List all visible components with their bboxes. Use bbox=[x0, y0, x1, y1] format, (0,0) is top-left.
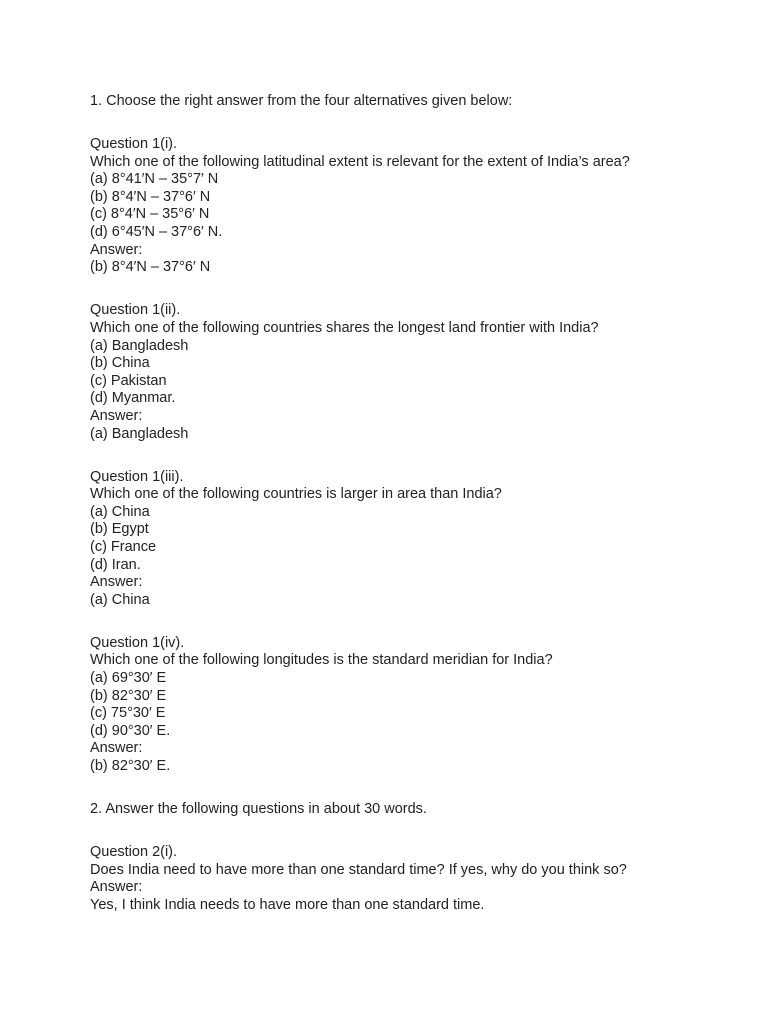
option-b: (b) China bbox=[90, 355, 150, 372]
answer-label: Answer: bbox=[90, 879, 143, 896]
option-d: (d) 6°45′N – 37°6′ N. bbox=[90, 224, 223, 241]
spacer bbox=[90, 277, 750, 303]
answer-text: (b) 82°30′ E. bbox=[90, 758, 171, 774]
option-d: (d) Myanmar. bbox=[90, 390, 176, 407]
spacer bbox=[90, 776, 750, 802]
answer-text: (a) China bbox=[90, 591, 150, 608]
section-2-heading: 2. Answer the following questions in about 30 words. bbox=[90, 801, 427, 818]
question-text: Which one of the following countries is larger in area than India? bbox=[90, 486, 502, 503]
answer-text: Yes, I think India needs to have more than one standard time. bbox=[90, 896, 485, 913]
question-text: Does India need to have more than one standard time? If yes, why do you think so? bbox=[90, 861, 627, 878]
option-b: (b) Egypt bbox=[90, 521, 149, 538]
answer-text: (b) 8°4′N – 37°6′ N bbox=[90, 259, 211, 276]
option-c: (c) Pakistan bbox=[90, 372, 167, 389]
question-title: Question 1(iv). bbox=[90, 634, 185, 651]
option-b: (b) 8°4′N – 37°6′ N bbox=[90, 188, 211, 205]
option-d: (d) Iran. bbox=[90, 556, 141, 573]
spacer bbox=[90, 111, 750, 137]
question-title: Question 1(ii). bbox=[90, 302, 181, 319]
question-block bbox=[90, 635, 750, 776]
question-text: Which one of the following longitudes is the standard meridian for India? bbox=[90, 652, 553, 669]
answer-label: Answer: bbox=[90, 740, 143, 757]
question-text: Which one of the following countries shares the longest land frontier with India? bbox=[90, 319, 599, 336]
spacer bbox=[90, 609, 750, 635]
option-a: (a) Bangladesh bbox=[90, 337, 189, 354]
answer-text: (a) Bangladesh bbox=[90, 425, 189, 442]
document-page bbox=[90, 93, 750, 915]
option-a: (a) 69°30′ E bbox=[90, 670, 167, 687]
option-c: (c) 8°4′N – 35°6′ N bbox=[90, 206, 210, 223]
option-c: (c) France bbox=[90, 538, 157, 555]
option-d: (d) 90°30′ E. bbox=[90, 722, 171, 739]
answer-label: Answer: bbox=[90, 407, 143, 424]
question-title: Question 2(i). bbox=[90, 844, 178, 861]
question-block bbox=[90, 469, 750, 610]
question-text: Which one of the following latitudinal extent is relevant for the extent of India’s area? bbox=[90, 153, 630, 170]
spacer bbox=[90, 443, 750, 469]
section-1-heading: 1. Choose the right answer from the four alternatives given below: bbox=[90, 93, 513, 109]
question-title: Question 1(iii). bbox=[90, 468, 184, 485]
option-a: (a) 8°41′N – 35°7′ N bbox=[90, 171, 219, 188]
question-block bbox=[90, 302, 750, 443]
answer-label: Answer: bbox=[90, 241, 143, 258]
option-a: (a) China bbox=[90, 503, 150, 520]
question-title: Question 1(i). bbox=[90, 136, 178, 153]
answer-label: Answer: bbox=[90, 574, 143, 591]
question-block bbox=[90, 136, 750, 277]
option-c: (c) 75°30′ E bbox=[90, 705, 166, 722]
spacer bbox=[90, 819, 750, 845]
option-b: (b) 82°30′ E bbox=[90, 687, 167, 704]
question-block bbox=[90, 844, 750, 914]
